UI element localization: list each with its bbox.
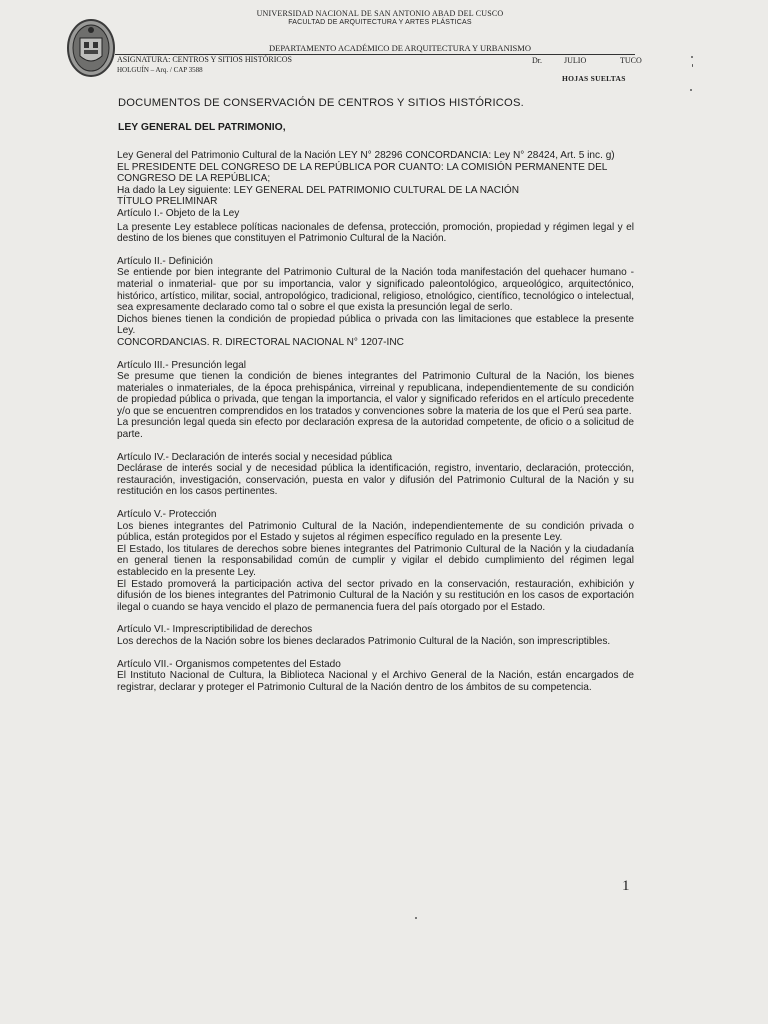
page-number: 1 <box>622 878 630 894</box>
intro-paragraph: Ley General del Patrimonio Cultural de la Nación LEY N° 28296 CONCORDANCIA: Ley N° 28424, Art. 5 inc. g) <box>117 150 615 161</box>
article-title: Artículo IV.- Declaración de interés social y necesidad pública <box>117 451 393 463</box>
article-paragraph: La presunción legal queda sin efecto por declaración expresa de la autoridad competente, de oficio o a solicitud de parte. <box>117 417 634 441</box>
department-name: DEPARTAMENTO ACADÉMICO DE ARQUITECTURA Y URBANISMO <box>269 43 531 53</box>
teacher-surname: TUCO <box>620 56 642 65</box>
scan-speck <box>692 64 693 67</box>
article-title: Artículo VI.- Imprescriptibilidad de derechos <box>117 624 313 636</box>
faculty-name: FACULTAD DE ARQUITECTURA Y ARTES PLÁSTICAS <box>288 19 472 26</box>
article-paragraph: El Instituto Nacional de Cultura, la Biblioteca Nacional y el Archivo General de la Nación, están encargados de registrar, declarar y proteger el Patrimonio Cultural de la Nación dentro de los ámbitos de su competencia. <box>117 670 634 693</box>
document-body <box>117 150 634 693</box>
university-name: UNIVERSIDAD NACIONAL DE SAN ANTONIO ABAD DEL CUSCO <box>256 9 504 18</box>
intro-paragraph: Ha dado la Ley siguiente: LEY GENERAL DEL PATRIMONIO CULTURAL DE LA NACIÓN <box>117 184 520 196</box>
scan-speck <box>415 917 417 919</box>
document-title: DOCUMENTOS DE CONSERVACIÓN DE CENTROS Y SITIOS HISTÓRICOS. <box>118 97 524 109</box>
article-paragraph: Declárase de interés social y de necesidad pública la identificación, registro, inventario, declaración, protección, restauración, investigación, conservación, puesta en valor y difusión del Patrimonio Cultural de la Nación y su restitución en los casos pertinentes. <box>117 463 634 498</box>
article-paragraph: Los derechos de la Nación sobre los bienes declarados Patrimonio Cultural de la Nación, son imprescriptibles. <box>117 635 611 647</box>
article-paragraph: Los bienes integrantes del Patrimonio Cultural de la Nación, independientemente de su condición privada o pública, están protegidos por el Estado y sujetos al régimen específico regulado en la presente Ley. <box>117 520 634 544</box>
sheet-type-label: HOJAS SUELTAS <box>562 74 626 83</box>
article-paragraph: Dichos bienes tienen la condición de propiedad pública o privada con las limitaciones que establece la presente Ley. <box>117 313 634 337</box>
article-paragraph: El Estado, los titulares de derechos sobre bienes integrantes del Patrimonio Cultural de la Nación y la ciudadanía en general tienen la responsabilidad común de cumplir y vigilar el debido cumplimiento del régimen legal establecido en la presente Ley. <box>117 543 634 578</box>
subject-line: ASIGNATURA: CENTROS Y SITIOS HISTÓRICOS <box>117 55 292 64</box>
article-paragraph: Se presume que tienen la condición de bienes integrantes del Patrimonio Cultural de la Nación, los bienes materiales o inmateriales, de la época prehispánica, virreinal y republicana, independientemente de su condición de propiedad pública o privada, que tengan la importancia, el valor y significado referidos en el artículo precedente y/o que se encuentren comprendidos en los tratados y convenciones sobre la materia de los que el Perú sea parte. <box>117 371 634 417</box>
article-paragraph: El Estado promoverá la participación activa del sector privado en la conservación, restauración, exhibición y difusión de los bienes integrantes del Patrimonio Cultural de la Nación y su restitución en los casos de exportación ilegal o cuando se haya vencido el plazo de permanencia fuera del país otorgado por el Estado. <box>117 578 634 613</box>
article-paragraph: Se entiende por bien integrante del Patrimonio Cultural de la Nación toda manifestación del quehacer humano -material o inmaterial- que por su importancia, valor y significado paleontológico, arqueológico, arquitectónico, histórico, artístico, militar, social, antropológico, tradicional, religioso, etnológico, científico, tecnológico o intelectual, sea expresamente declarado como tal o sobre el que exista la presunción legal de serlo. <box>117 267 634 314</box>
article-title: Artículo II.- Definición <box>117 255 213 267</box>
article-title: Artículo VII.- Organismos competentes del Estado <box>117 658 341 670</box>
scan-speck <box>691 56 693 58</box>
article-paragraph: La presente Ley establece políticas nacionales de defensa, protección, promoción, propiedad y régimen legal y el destino de los bienes que constituyen el Patrimonio Cultural de la Nación. <box>117 221 634 245</box>
teacher-line: HOLGUÍN – Arq. / CAP 3588 <box>117 66 203 74</box>
intro-paragraph: TÍTULO PRELIMINAR <box>117 196 218 208</box>
law-title: LEY GENERAL DEL PATRIMONIO, <box>118 122 286 133</box>
scan-speck <box>690 89 692 91</box>
month-label: JULIO <box>564 56 587 65</box>
article-title: Artículo I.- Objeto de la Ley <box>117 207 240 219</box>
university-seal-icon <box>66 18 116 78</box>
intro-paragraph: EL PRESIDENTE DEL CONGRESO DE LA REPÚBLICA POR CUANTO: LA COMISIÓN PERMANENTE DEL CONGRESO DE LA REPÚBLICA; <box>117 161 608 185</box>
teacher-title: Dr. <box>532 56 542 65</box>
article-title: Artículo III.- Presunción legal <box>117 359 247 371</box>
article-title: Artículo V.- Protección <box>117 509 217 521</box>
article-paragraph: CONCORDANCIAS. R. DIRECTORAL NACIONAL N° 1207-INC <box>117 336 404 348</box>
